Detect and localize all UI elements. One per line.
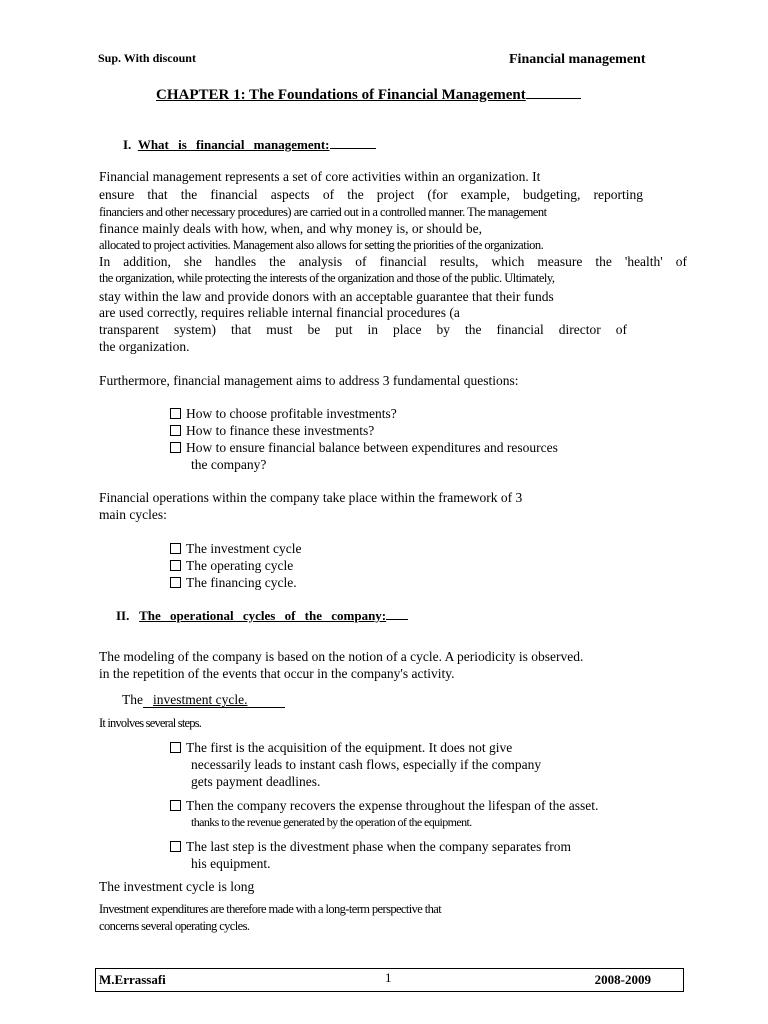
bullet-icon (170, 742, 181, 753)
s1-p1-line-6: In addition, she handles the analysis of financial results, which measure the 'health' of (99, 254, 687, 269)
bullet-icon (170, 577, 181, 588)
step-item-continuation: thanks to the revenue generated by the operation of the equipment. (191, 815, 472, 829)
question-item: How to ensure financial balance between expenditures and resources (170, 439, 558, 456)
chapter-title-text: CHAPTER 1: The Foundations of Financial Management (156, 87, 526, 103)
s1-p1-line-2: ensure that the financial aspects of the project (for example, budgeting, reporting (99, 187, 643, 202)
s1-p1-line-4: finance mainly deals with how, when, and why money is, or should be, (99, 221, 483, 236)
step-item: The last step is the divestment phase when the company separates from (170, 838, 571, 855)
bullet-icon (170, 408, 181, 419)
closing-line-3: concerns several operating cycles. (99, 919, 250, 933)
bullet-icon (170, 560, 181, 571)
footer-author: M.Errassafi (99, 972, 166, 987)
step-item-continuation: his equipment. (191, 856, 271, 871)
s1-p1-line-11: the organization. (99, 339, 190, 354)
header-left: Sup. With discount (98, 51, 196, 65)
footer (95, 968, 684, 992)
closing-line-2: Investment expenditures are therefore made with a long-term perspective that (99, 902, 442, 916)
bullet-icon (170, 800, 181, 811)
steps-intro: It involves several steps. (99, 716, 202, 730)
question-item: How to choose profitable investments? (170, 405, 397, 422)
section-1-number: I. (123, 137, 132, 152)
step-item: The first is the acquisition of the equipment. It does not give (170, 739, 512, 756)
s1-p1-line-5: allocated to project activities. Management also allows for setting the priorities of the organization. (99, 238, 544, 252)
s1-p1-line-10: transparent system) that must be put in place by the financial director of (99, 322, 627, 337)
footer-page-number: 1 (385, 970, 392, 985)
header-right: Financial management (509, 52, 646, 67)
question-item-continuation: the company? (191, 457, 267, 472)
bullet-icon (170, 442, 181, 453)
step-item: Then the company recovers the expense throughout the lifespan of the asset. (170, 797, 598, 814)
section-2-title: The operational cycles of the company: (139, 608, 387, 623)
section-1-heading (123, 137, 376, 153)
section-1-title: What is financial management: (137, 137, 330, 152)
section-2-heading (116, 608, 408, 624)
s1-p1-line-1: Financial management represents a set of core activities within an organization. It (99, 169, 541, 184)
s1-p1-line-9: are used correctly, requires reliable internal financial procedures (a (99, 305, 460, 320)
step-item-continuation: necessarily leads to instant cash flows, especially if the company (191, 757, 542, 772)
section-2-number: II. (116, 608, 130, 623)
s1-p1-line-7: the organization, while protecting the interests of the organization and those of the public. Ultimately, (99, 271, 555, 285)
bullet-icon (170, 543, 181, 554)
s1-p1-line-8: stay within the law and provide donors with an acceptable guarantee that their funds (99, 289, 554, 304)
cycle-item: The investment cycle (170, 540, 301, 557)
subheading-investment-cycle: The investment cycle. (122, 691, 285, 708)
closing-line-1: The investment cycle is long (99, 879, 255, 894)
s1-p3-line-1: Financial operations within the company take place within the framework of 3 (99, 490, 523, 505)
bullet-icon (170, 841, 181, 852)
s1-p1-line-3: financiers and other necessary procedures) are carried out in a controlled manner. The management (99, 205, 547, 219)
s2-p1-line-1: The modeling of the company is based on the notion of a cycle. A periodicity is observed. (99, 649, 584, 664)
cycle-item: The operating cycle (170, 557, 293, 574)
question-item: How to finance these investments? (170, 422, 374, 439)
bullet-icon (170, 425, 181, 436)
s1-p3-line-2: main cycles: (99, 507, 167, 522)
s2-p1-line-2: in the repetition of the events that occur in the company's activity. (99, 666, 455, 681)
cycle-item: The financing cycle. (170, 574, 297, 591)
s1-paragraph-2: Furthermore, financial management aims to address 3 fundamental questions: (99, 373, 519, 388)
chapter-title (156, 87, 581, 104)
footer-year: 2008-2009 (594, 972, 651, 987)
step-item-continuation: gets payment deadlines. (191, 774, 321, 789)
